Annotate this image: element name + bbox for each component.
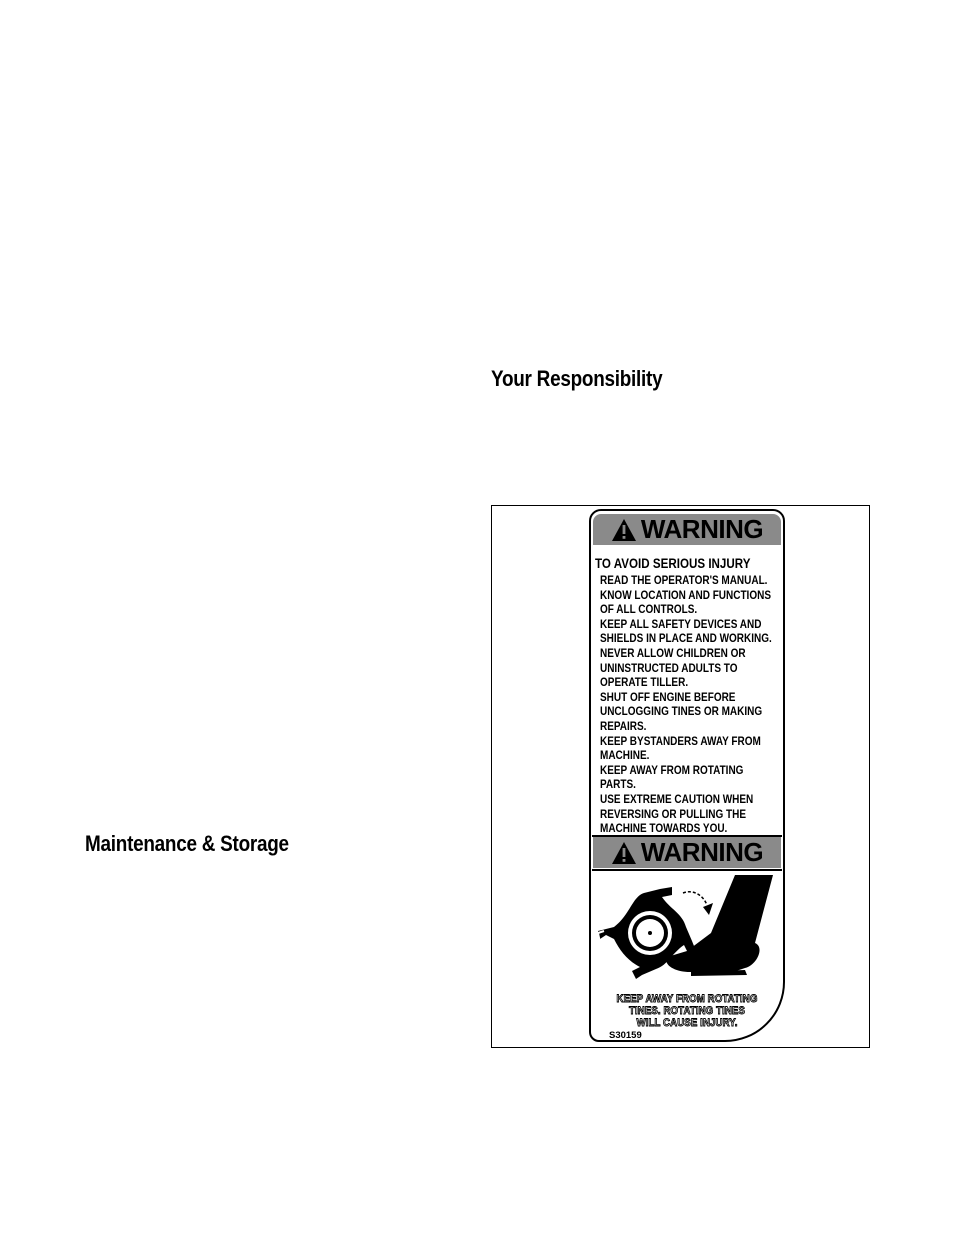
bottom-warning-line: KEEP AWAY FROM ROTATING [616,993,758,1005]
instruction-line: UNCLOGGING TINES OR MAKING [600,704,763,719]
instruction-line: PARTS. [600,777,636,792]
instruction-line: SHUT OFF ENGINE BEFORE [600,689,736,704]
your-responsibility-heading: Your Responsibility [491,366,663,391]
bottom-warning-text [589,993,785,1029]
instruction-line: UNINSTRUCTED ADULTS TO [600,660,738,675]
instruction-line: KEEP BYSTANDERS AWAY FROM [600,733,761,748]
instruction-line: MACHINE TOWARDS YOU. [600,821,728,836]
warning-triangle-icon [611,518,637,542]
rotating-tines-foot-hazard-icon [595,873,779,985]
instruction-line: REVERSING OR PULLING THE [600,806,747,821]
maintenance-storage-heading: Maintenance & Storage [85,831,289,856]
warning-text-bottom: WARNING [640,837,764,867]
avoid-injury-title: TO AVOID SERIOUS INJURY [595,556,751,571]
instruction-line: REPAIRS. [600,718,647,733]
instruction-list [600,573,809,836]
warning-banner-bottom [593,837,781,868]
instruction-line: KNOW LOCATION AND FUNCTIONS [600,587,771,602]
instruction-line: READ THE OPERATOR'S MANUAL. [600,573,768,587]
instruction-line: USE EXTREME CAUTION WHEN [600,791,754,806]
warning-triangle-icon [611,841,637,865]
warning-banner-top [593,514,781,545]
warning-decal [589,509,787,1044]
bottom-warning-line: TINES. ROTATING TINES [628,1005,746,1017]
instruction-line: OPERATE TILLER. [600,675,689,690]
part-code: S30159 [609,1030,642,1041]
bottom-warning-line: WILL CAUSE INJURY. [636,1017,738,1029]
instruction-line: OF ALL CONTROLS. [600,602,698,617]
instruction-line: MACHINE. [600,748,650,763]
instruction-line: KEEP ALL SAFETY DEVICES AND [600,616,762,631]
instruction-line: SHIELDS IN PLACE AND WORKING. [600,631,772,646]
warning-text-top: WARNING [640,514,764,544]
warning-decal-figure [491,505,870,1048]
divider-line [592,869,782,871]
instruction-line: KEEP AWAY FROM ROTATING [600,762,744,777]
instruction-line: NEVER ALLOW CHILDREN OR [600,645,746,660]
